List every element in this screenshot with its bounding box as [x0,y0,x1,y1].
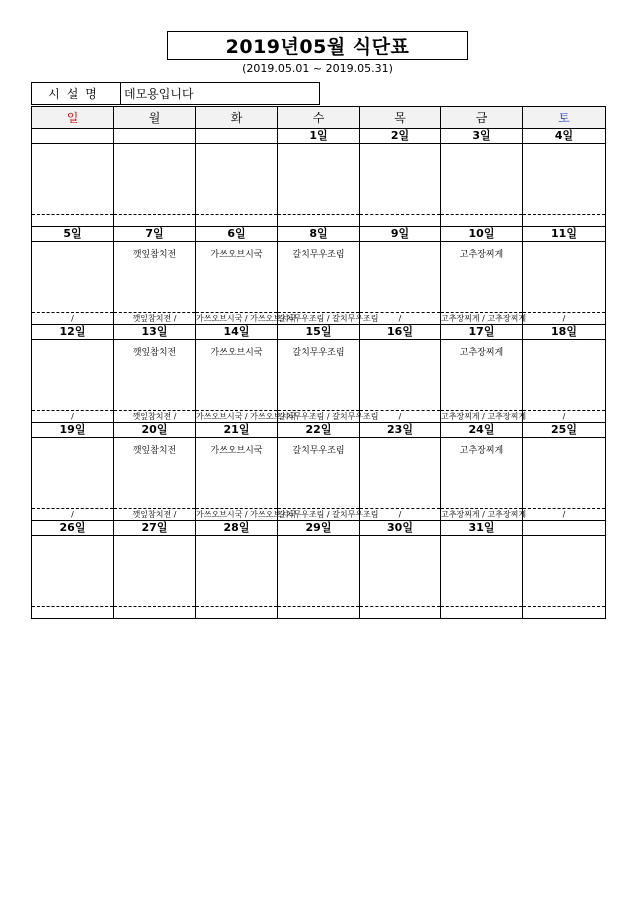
menu-item [114,144,195,149]
menu-item: 고추장찌게 [459,446,504,456]
menu-cell [278,242,379,325]
menu-item [114,536,195,541]
menu-cell [114,340,196,423]
dotted-divider [114,312,195,313]
dotted-divider [523,508,605,509]
menu-subtext: 깻잎참치전 / [132,412,177,421]
date-cell [32,129,114,144]
menu-subtext: 갈치무우조림 / 갈치무우조림 [278,510,379,519]
menu-cell [32,438,114,521]
dotted-divider [360,410,440,411]
menu-cell [441,536,523,619]
dotted-divider [441,312,522,313]
menu-cell [32,144,114,227]
dotted-divider [114,508,195,509]
date-cell: 24일 [441,423,523,438]
menu-cell [441,438,527,521]
meal-calendar [31,106,606,619]
menu-row [32,438,606,521]
dotted-divider [523,312,605,313]
menu-row [32,144,606,227]
weekday-sun: 일 [32,107,114,129]
date-cell: 19일 [32,423,114,438]
date-cell: 20일 [114,423,196,438]
page-title: 2019년05월 식단표 [167,31,468,60]
menu-row [32,242,606,325]
menu-item: 가쓰오브시국 [210,446,263,456]
menu-cell [360,144,441,227]
date-cell: 22일 [278,423,360,438]
menu-item [360,144,440,149]
dotted-divider [114,214,195,215]
menu-item [360,536,440,541]
menu-item [523,242,605,247]
menu-item [360,242,440,247]
dotted-divider [360,312,440,313]
menu-cell [360,242,441,325]
menu-item [32,340,113,345]
dotted-divider [360,606,440,607]
menu-subtext: / [398,510,402,519]
dotted-divider [32,410,113,411]
menu-subtext: 깻잎참치전 / [132,314,177,323]
dotted-divider [278,214,359,215]
weekday-tue: 화 [196,107,278,129]
date-cell: 3일 [441,129,523,144]
menu-subtext: / [71,510,74,519]
menu-cell [278,340,379,423]
date-cell: 16일 [360,325,441,340]
date-cell: 21일 [196,423,278,438]
menu-cell [196,438,297,521]
menu-cell [441,340,527,423]
menu-cell [114,242,196,325]
menu-subtext: 고추장찌게 / 고추장찌게 [441,412,527,421]
menu-item: 가쓰오브시국 [210,250,263,260]
date-cell: 1일 [278,129,360,144]
date-cell: 15일 [278,325,360,340]
menu-item: 갈치무우조림 [292,250,345,260]
weekday-thu: 목 [360,107,441,129]
menu-cell [278,536,360,619]
dotted-divider [278,606,359,607]
facility-row [31,82,320,105]
date-cell: 13일 [114,325,196,340]
menu-cell [523,144,606,227]
menu-row [32,340,606,423]
date-cell: 29일 [278,521,360,536]
dotted-divider [196,214,277,215]
date-cell: 26일 [32,521,114,536]
date-cell: 11일 [523,227,606,242]
dotted-divider [441,606,522,607]
dotted-divider [360,214,440,215]
dotted-divider [441,508,522,509]
date-cell: 5일 [32,227,114,242]
menu-item [523,536,605,541]
dotted-divider [114,606,195,607]
menu-cell [196,340,297,423]
menu-cell [278,438,379,521]
menu-cell [441,242,527,325]
menu-cell [32,536,114,619]
date-cell: 28일 [196,521,278,536]
menu-subtext: 고추장찌게 / 고추장찌게 [441,314,527,323]
menu-cell [360,536,441,619]
menu-subtext: 갈치무우조림 / 갈치무우조림 [278,412,379,421]
dotted-divider [278,508,359,509]
menu-subtext: 가쓰오브시국 / 가쓰오브시국 [196,412,297,421]
date-cell: 4일 [523,129,606,144]
menu-item [360,438,440,443]
dotted-divider [441,410,522,411]
menu-cell [523,242,606,325]
dotted-divider [196,508,277,509]
weekday-fri: 금 [441,107,523,129]
date-cell: 25일 [523,423,606,438]
menu-cell [441,144,523,227]
menu-cell [523,340,606,423]
menu-subtext: 가쓰오브시국 / 가쓰오브시국 [196,510,297,519]
dotted-divider [196,606,277,607]
menu-item [32,144,113,149]
menu-item [441,144,522,149]
menu-item [523,144,605,149]
dotted-divider [32,606,113,607]
date-cell [114,129,196,144]
menu-subtext: / [562,314,566,323]
dotted-divider [32,508,113,509]
date-cell: 9일 [360,227,441,242]
date-row [32,227,606,242]
menu-subtext: / [71,412,74,421]
menu-subtext: / [398,314,402,323]
date-cell: 17일 [441,325,523,340]
menu-cell [196,242,297,325]
menu-cell [523,536,606,619]
menu-item: 깻잎참치전 [132,250,177,260]
dotted-divider [196,312,277,313]
menu-item [523,438,605,443]
dotted-divider [360,508,440,509]
date-cell: 18일 [523,325,606,340]
dotted-divider [278,312,359,313]
weekday-wed: 수 [278,107,360,129]
menu-item [32,242,113,247]
menu-item [441,536,522,541]
date-cell: 7일 [114,227,196,242]
dotted-divider [32,214,113,215]
date-cell: 2일 [360,129,441,144]
date-cell: 8일 [278,227,360,242]
date-cell: 12일 [32,325,114,340]
dotted-divider [523,410,605,411]
menu-item [278,536,359,541]
dotted-divider [114,410,195,411]
weekday-mon: 월 [114,107,196,129]
date-cell: 14일 [196,325,278,340]
menu-cell [196,144,278,227]
menu-cell [32,242,114,325]
menu-subtext: / [562,412,566,421]
facility-value: 데모용입니다 [124,87,194,101]
date-cell: 23일 [360,423,441,438]
date-row [32,325,606,340]
menu-cell [278,144,360,227]
date-row [32,423,606,438]
date-cell: 6일 [196,227,278,242]
menu-item: 갈치무우조림 [292,348,345,358]
menu-item: 고추장찌게 [459,250,504,260]
dotted-divider [523,214,605,215]
menu-cell [114,536,196,619]
date-cell: 10일 [441,227,523,242]
date-range: (2019.05.01 ~ 2019.05.31) [242,62,393,75]
menu-item [32,438,113,443]
menu-item: 깻잎참치전 [132,348,177,358]
menu-cell [523,438,606,521]
menu-cell [32,340,114,423]
menu-subtext: / [562,510,566,519]
menu-subtext: 가쓰오브시국 / 가쓰오브시국 [196,314,297,323]
facility-label: 시설명 [32,83,121,104]
dotted-divider [196,410,277,411]
weekday-header-row [32,107,606,129]
dotted-divider [278,410,359,411]
menu-item: 갈치무우조림 [292,446,345,456]
menu-subtext: / [398,412,402,421]
menu-subtext: / [71,314,74,323]
dotted-divider [523,606,605,607]
menu-item: 고추장찌게 [459,348,504,358]
menu-item [196,536,277,541]
menu-cell [360,438,441,521]
menu-cell [114,144,196,227]
date-cell: 31일 [441,521,523,536]
menu-cell [114,438,196,521]
menu-item [196,144,277,149]
menu-subtext: 고추장찌게 / 고추장찌게 [441,510,527,519]
menu-subtext: 갈치무우조림 / 갈치무우조림 [278,314,379,323]
date-row [32,129,606,144]
weekday-sat: 토 [523,107,606,129]
menu-cell [360,340,441,423]
dotted-divider [441,214,522,215]
menu-subtext: 깻잎참치전 / [132,510,177,519]
menu-item: 깻잎참치전 [132,446,177,456]
menu-item [360,340,440,345]
date-row [32,521,606,536]
menu-item: 가쓰오브시국 [210,348,263,358]
date-cell: 30일 [360,521,441,536]
menu-item [523,340,605,345]
date-cell [196,129,278,144]
menu-row [32,536,606,619]
dotted-divider [32,312,113,313]
menu-cell [196,536,278,619]
menu-item [278,144,359,149]
date-cell [523,521,606,536]
menu-item [32,536,113,541]
date-cell: 27일 [114,521,196,536]
